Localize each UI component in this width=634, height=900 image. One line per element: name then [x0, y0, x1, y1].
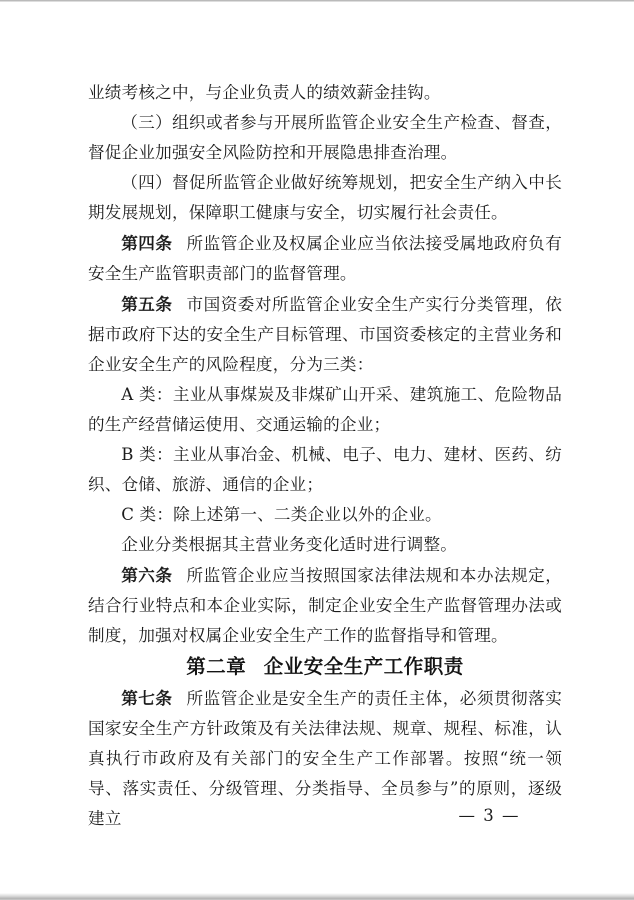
chapter-heading [88, 651, 562, 683]
paragraph-text: 市国资委对所监管企业安全生产实行分类管理，依据市政府下达的安全生产目标管理、市国资委核定的主营业务和企业安全生产的风险程度，分为三类： [88, 295, 562, 374]
chapter-title: 企业安全生产工作职责 [263, 655, 464, 678]
paragraph-item-3 [88, 108, 562, 168]
class-b-paragraph [88, 440, 562, 500]
article-5-number: 第五条 [121, 294, 173, 314]
document-body [88, 78, 562, 834]
article-4-number: 第四条 [121, 233, 173, 253]
paragraph-text: C 类：除上述第一、二类企业以外的企业。 [121, 505, 442, 524]
paragraph-text: 企业分类根据其主营业务变化适时进行调整。 [121, 535, 458, 554]
article-6-paragraph [88, 560, 562, 651]
paragraph-text: 业绩考核之中，与企业负责人的绩效薪金挂钩。 [88, 83, 441, 102]
article-5-paragraph [88, 289, 562, 380]
paragraph-text: 所监管企业及权属企业应当依法接受属地政府负有安全生产监管职责部门的监督管理。 [88, 234, 562, 283]
scan-edge-bottom [0, 893, 634, 900]
class-a-paragraph [88, 380, 562, 440]
chapter-number: 第二章 [186, 655, 247, 678]
paragraph-text: A 类：主业从事煤炭及非煤矿山开采、建筑施工、危险物品的生产经营储运使用、交通运输的企业； [88, 385, 562, 434]
article-6-number: 第六条 [121, 565, 173, 585]
paragraph-text: （三）组织或者参与开展所监管企业安全生产检查、督查，督促企业加强安全风险防控和开展隐患排查治理。 [88, 113, 562, 162]
class-c-paragraph [88, 500, 562, 530]
paragraph-text: 所监管企业应当按照国家法律法规和本办法规定，结合行业特点和本企业实际，制定企业安全生产监督管理办法或制度，加强对权属企业安全生产工作的监督指导和管理。 [88, 566, 562, 645]
scan-edge-top [0, 0, 634, 2]
paragraph-text: （四）督促所监管企业做好统筹规划，把安全生产纳入中长期发展规划，保障职工健康与安全，切实履行社会责任。 [88, 173, 562, 222]
paragraph-continuation [88, 78, 562, 108]
classification-note-paragraph [88, 530, 562, 560]
paragraph-text: 所监管企业是安全生产的责任主体，必须贯彻落实国家安全生产方针政策及有关法律法规、规章、规程、标准，认真执行市政府及有关部门的安全生产工作部署。按照“统一领导、落实责任、分级管理、分类指导、全员参与”的原则，逐级建立 [88, 689, 562, 828]
paragraph-text: B 类：主业从事冶金、机械、电子、电力、建材、医药、纺织、仓储、旅游、通信的企业； [88, 445, 562, 494]
article-7-number: 第七条 [121, 688, 173, 708]
article-4-paragraph [88, 228, 562, 289]
page-number: — 3 — [458, 806, 520, 825]
paragraph-item-4 [88, 168, 562, 228]
